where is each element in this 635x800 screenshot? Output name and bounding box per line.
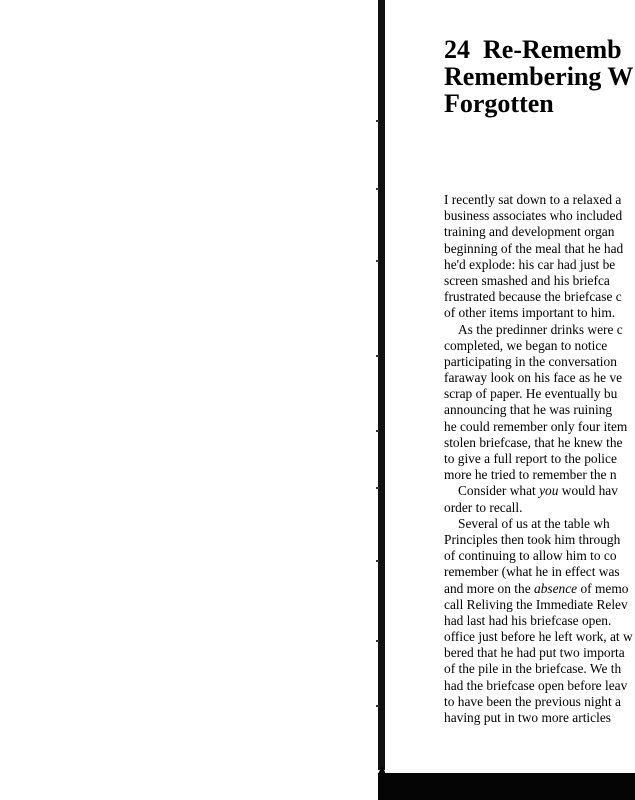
chapter-title: [444, 36, 635, 117]
text-line: remember (what he in effect was: [444, 564, 620, 580]
text-line: more he tried to remember the n: [444, 467, 617, 483]
chapter-title-line-1: [444, 36, 635, 63]
text-line: Principles then took him through: [444, 531, 621, 547]
chapter-number: 24: [444, 35, 470, 64]
text-line: had last had his briefcase open.: [444, 612, 612, 628]
text-line: had the briefcase open before leav: [444, 677, 628, 693]
text-line: participating in the conversation: [444, 353, 617, 369]
chapter-title-line-2: Remembering W: [444, 62, 634, 91]
text-line: [444, 581, 635, 597]
text-run: Consider what: [458, 483, 540, 499]
text-line: faraway look on his face as he ve: [444, 370, 623, 386]
text-line: to give a full report to the police: [444, 451, 617, 466]
text-line: completed, we began to notice: [444, 337, 608, 353]
text-line: scrap of paper. He eventually bu: [444, 386, 618, 402]
text-line: having put in two more articles: [444, 710, 611, 725]
text-line: stolen briefcase, that he knew the: [444, 434, 623, 450]
emphasis-absence: absence: [534, 580, 578, 596]
text-line: he could remember only four item: [444, 418, 628, 434]
text-line: training and development organ: [444, 224, 615, 240]
scan-bottom-edge: [378, 773, 635, 800]
book-page: [385, 0, 635, 773]
chapter-title-text-1: Re-Rememb: [483, 35, 622, 64]
text-line: of other items important to him.: [444, 305, 616, 321]
text-line: announcing that he was ruining: [444, 402, 613, 418]
spine-edge-marks: [376, 0, 380, 770]
text-line: office just before he left work, at w: [444, 629, 633, 645]
text-line: call Reliving the Immediate Relev: [444, 596, 628, 612]
emphasis-you: you: [539, 483, 559, 499]
text-line: screen smashed and his briefca: [444, 272, 610, 288]
text-line: of the pile in the briefcase. We th: [444, 661, 622, 677]
text-line: I recently sat down to a relaxed a: [444, 192, 622, 207]
text-line: beginning of the meal that he had: [444, 240, 624, 256]
text-line: to have been the previous night a: [444, 693, 622, 709]
text-line: frustrated because the briefcase c: [444, 289, 622, 305]
text-run: and more on the: [444, 580, 534, 596]
text-line: bered that he had put two importa: [444, 645, 625, 661]
text-line: business associates who included: [444, 208, 623, 224]
text-line: he'd explode: his car had just be: [444, 256, 616, 272]
text-run: of memo: [577, 580, 629, 596]
text-line: order to recall.: [444, 499, 523, 515]
text-line-indented: As the predinner drinks were c: [458, 321, 623, 337]
body-text: [444, 192, 635, 726]
text-line: of continuing to allow him to co: [444, 548, 617, 564]
chapter-title-line-3: Forgotten: [444, 89, 554, 118]
text-run: would hav: [558, 483, 618, 499]
text-line-indented: [444, 483, 635, 499]
text-line-indented: Several of us at the table wh: [458, 515, 610, 531]
